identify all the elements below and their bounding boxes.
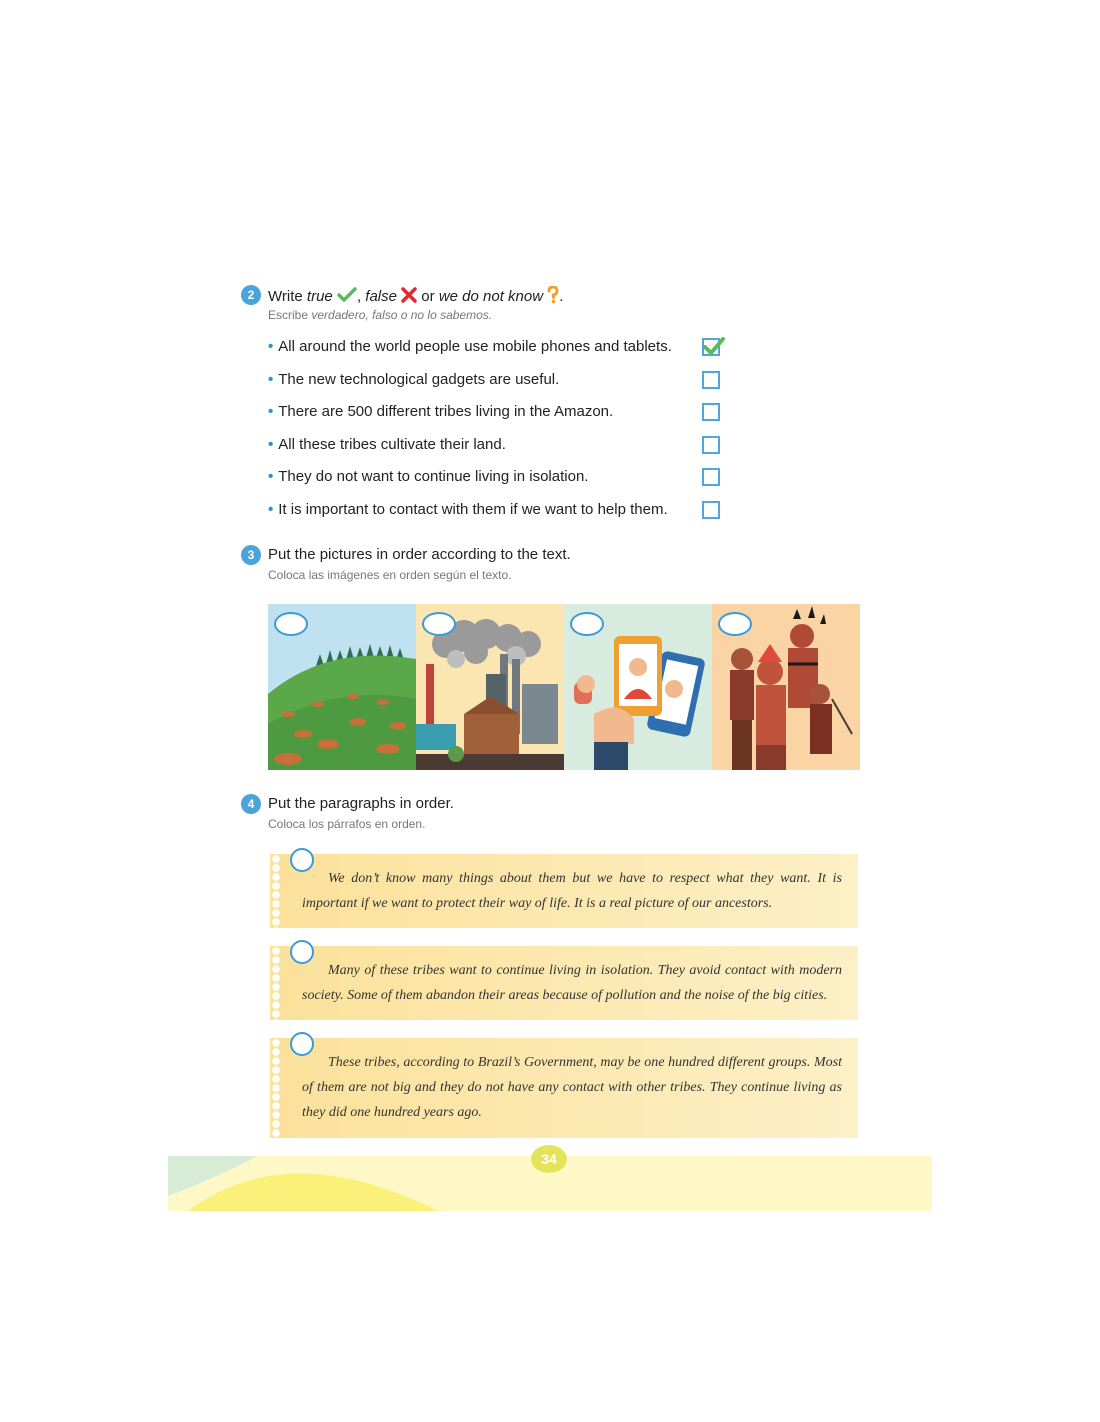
subtitle-prefix: Escribe (268, 308, 312, 322)
picture-3-order-bubble[interactable] (570, 612, 604, 636)
statement-1 (268, 338, 672, 355)
statement-text: They do not want to continue living in isolation. (278, 468, 589, 485)
statement-4-checkbox[interactable] (702, 436, 720, 454)
cross-icon (401, 287, 417, 303)
statement-5 (268, 468, 588, 485)
question-icon (547, 286, 559, 304)
paragraph-3-text: These tribes, according to Brazil’s Government, may be one hundred different groups. Most of them are not big and they do not have any contact with other tribes. They continue living as they did one hundred years ago. (302, 1055, 842, 1120)
exercise-4-number: 4 (241, 794, 261, 814)
statement-text: It is important to contact with them if we want to help them. (278, 501, 668, 518)
exercise-3-number: 3 (241, 545, 261, 565)
dontknow-word: we do not know (438, 288, 544, 305)
picture-2-order-bubble[interactable] (422, 612, 456, 636)
page-number: 34 (531, 1145, 567, 1173)
comma: , (356, 288, 366, 305)
paragraph-3-order-circle[interactable] (290, 1032, 314, 1056)
exercise-2-subtitle (268, 308, 492, 322)
bullet: • (268, 501, 274, 518)
check-mark-icon (702, 336, 726, 358)
paragraph-note-2 (270, 946, 858, 1020)
subtitle-italic: verdadero, falso o no lo sabemos. (311, 308, 493, 322)
true-word: true (306, 288, 333, 305)
paragraph-note-3 (270, 1038, 858, 1138)
paragraph-1-order-circle[interactable] (290, 848, 314, 872)
paragraph-2-text: Many of these tribes want to continue living in isolation. They avoid contact with modern society. Some of them abandon their areas because of pollution and the noise of the big cities. (302, 963, 842, 1003)
statement-text: There are 500 different tribes living in the Amazon. (278, 403, 614, 420)
bullet: • (268, 436, 274, 453)
bullet: • (268, 338, 274, 355)
statement-text: All around the world people use mobile phones and tablets. (278, 338, 672, 355)
statement-6 (268, 501, 668, 518)
period: . (559, 288, 564, 305)
exercise-2-title (268, 286, 563, 305)
statement-3 (268, 403, 613, 420)
picture-1-order-bubble[interactable] (274, 612, 308, 636)
exercise-3-title: Put the pictures in order according to the text. (268, 546, 571, 563)
exercise-4-title: Put the paragraphs in order. (268, 795, 454, 812)
statement-3-checkbox[interactable] (702, 403, 720, 421)
or-word: or (417, 288, 439, 305)
paragraph-note-1 (270, 854, 858, 928)
check-icon (337, 287, 357, 303)
false-word: false (365, 288, 397, 305)
statement-text: The new technological gadgets are useful. (278, 371, 560, 388)
bullet: • (268, 371, 274, 388)
statement-6-checkbox[interactable] (702, 501, 720, 519)
statement-5-checkbox[interactable] (702, 468, 720, 486)
bullet: • (268, 468, 274, 485)
picture-4-order-bubble[interactable] (718, 612, 752, 636)
statement-2-checkbox[interactable] (702, 371, 720, 389)
statement-4 (268, 436, 506, 453)
exercise-3-subtitle: Coloca las imágenes en orden según el texto. (268, 568, 512, 582)
paragraph-2-order-circle[interactable] (290, 940, 314, 964)
statement-text: All these tribes cultivate their land. (278, 436, 506, 453)
statement-2 (268, 371, 559, 388)
exercise-2-number: 2 (241, 285, 261, 305)
statement-1-checkbox[interactable] (702, 338, 720, 356)
title-prefix: Write (268, 288, 307, 305)
bullet: • (268, 403, 274, 420)
paragraph-1-text: We don’t know many things about them but we have to respect what they want. It is important if we want to protect their way of life. It is a real picture of our ancestors. (302, 871, 842, 911)
exercise-4-subtitle: Coloca los párrafos en orden. (268, 817, 426, 831)
